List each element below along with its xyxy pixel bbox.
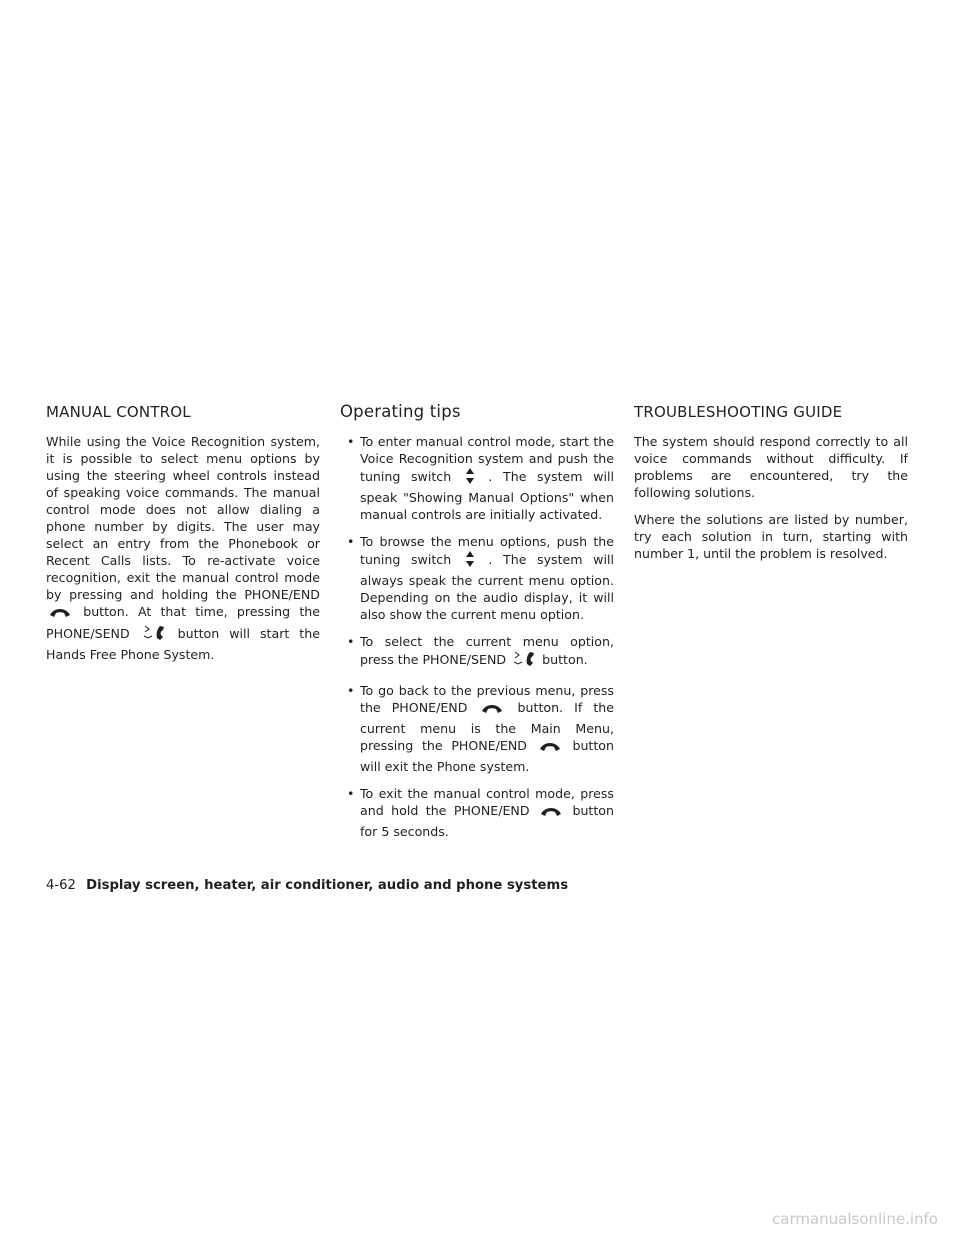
tip-5-text-b: button for 5 seconds. <box>360 803 614 839</box>
phone-send-icon <box>142 624 166 646</box>
phone-end-icon <box>538 740 562 758</box>
bullet: • <box>347 534 355 549</box>
bullet: • <box>347 634 355 649</box>
tip-4-text-c: button will exit the Phone system. <box>360 738 614 774</box>
bullet: • <box>347 434 355 449</box>
tuning-switch-icon <box>464 550 476 572</box>
watermark: carmanualsonline.info <box>772 1210 938 1228</box>
troubleshooting-paragraph-2: Where the solutions are listed by number, try each solution in turn, starting with number 1, until the problem is resolved. <box>634 512 908 561</box>
tip-4-text-b: button. If the current menu is the Main Menu, pressing the PHONE/END <box>360 700 614 753</box>
troubleshooting-heading: TROUBLESHOOTING GUIDE <box>634 403 843 421</box>
tip-item-4 <box>340 682 614 775</box>
page-footer <box>46 877 568 895</box>
troubleshooting-column <box>634 402 908 572</box>
page-number: 4-62 <box>46 878 76 893</box>
tip-1-text-a: To enter manual control mode, start the Voice Recognition system and push the tuning switch <box>360 434 614 484</box>
operating-tips-heading: Operating tips <box>340 402 461 421</box>
tip-item-1 <box>340 433 614 523</box>
phone-end-icon <box>539 805 563 823</box>
tip-item-5 <box>340 785 614 840</box>
manual-text-4: button will start the Hands Free Phone System. <box>46 626 320 662</box>
tip-item-3 <box>340 633 614 672</box>
operating-tips-list <box>340 433 614 840</box>
tip-2-text-a: To browse the menu options, push the tuning switch <box>360 534 614 567</box>
manual-text-3: button. At that time, pressing the PHONE/SEND <box>46 604 320 641</box>
tip-5-text-a: To exit the manual control mode, press and hold the PHONE/END <box>360 786 614 818</box>
phone-end-icon <box>48 606 72 624</box>
tip-4-text-a: To go back to the previous menu, press the PHONE/END <box>360 683 614 715</box>
tip-3-text-b: button. <box>542 652 588 667</box>
tuning-switch-icon <box>464 467 476 489</box>
phone-send-icon <box>512 650 536 672</box>
troubleshooting-paragraph-1: The system should respond correctly to all voice commands without difficulty. If problems are encountered, try the following solutions. <box>634 434 908 500</box>
manual-text-2: PHONE/END <box>244 587 321 602</box>
tip-item-2 <box>340 533 614 623</box>
manual-control-column <box>46 402 320 673</box>
phone-end-icon <box>480 702 504 720</box>
operating-tips-column <box>340 402 614 850</box>
manual-control-paragraph <box>46 433 320 663</box>
manual-text-1: While using the Voice Recognition system, it is possible to select menu options by using the steering wheel controls instead of speaking voice commands. The manual control mode does not allow dialing a phone number by digits. The user may select an entry from the Phonebook or Recent Calls lists. To re-activate voice recognition, exit the manual control mode by pressing and holding the <box>46 434 320 602</box>
bullet: • <box>347 786 355 801</box>
chapter-title: Display screen, heater, air conditioner, audio and phone systems <box>86 878 569 893</box>
tip-1-text-b: . The system will speak "Showing Manual Options" when manual controls are initially activated. <box>360 469 614 522</box>
tip-2-text-b: . The system will always speak the current menu option. Depending on the audio display, it will also show the current menu option. <box>360 552 614 622</box>
bullet: • <box>347 683 355 698</box>
tip-3-text-a: To select the current menu option, press the PHONE/SEND <box>360 634 614 667</box>
manual-control-heading: MANUAL CONTROL <box>46 403 191 421</box>
